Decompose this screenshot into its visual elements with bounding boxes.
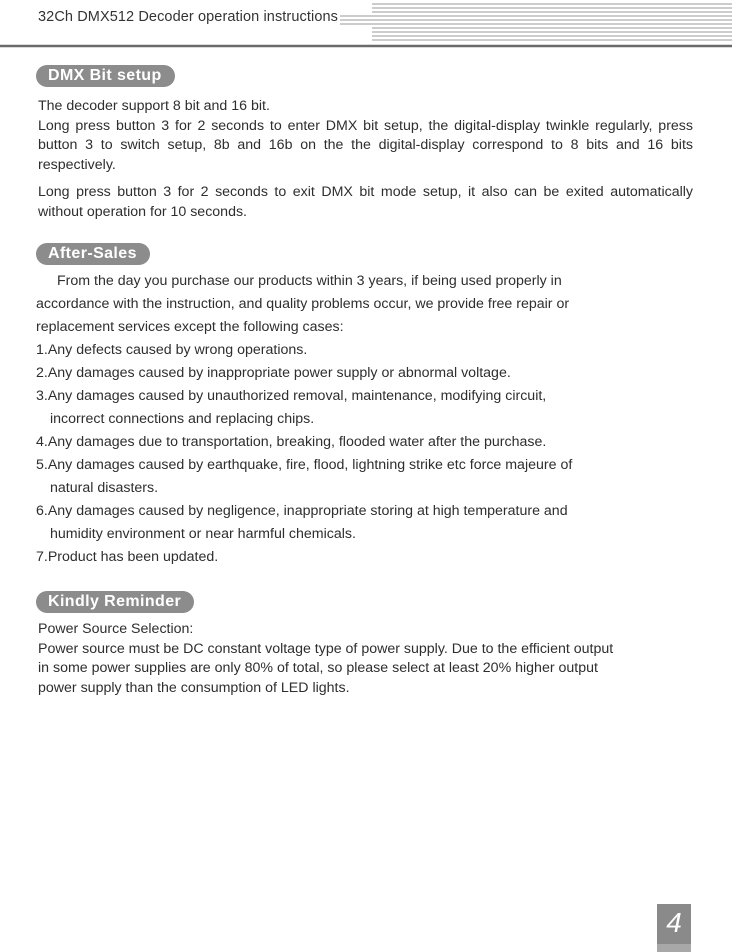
document-header-title: 32Ch DMX512 Decoder operation instructions xyxy=(38,9,338,25)
after-sales-intro-line-1: From the day you purchase our products within 3 years, if being used properly in xyxy=(57,273,562,289)
after-sales-item-4: 4.Any damages due to transportation, breaking, flooded water after the purchase. xyxy=(36,434,547,450)
after-sales-item-6: 6.Any damages caused by negligence, inappropriate storing at high temperature and xyxy=(36,503,568,519)
after-sales-intro-line-2: accordance with the instruction, and quality problems occur, we provide free repair or xyxy=(36,296,570,312)
header-rules xyxy=(0,0,732,50)
section-badge-kindly-reminder: Kindly Reminder xyxy=(36,591,194,613)
dmx-bit-setup-para-3: Long press button 3 for 2 seconds to exit DMX bit mode setup, it also can be exited automatically without operation for 10 seconds. xyxy=(38,184,693,220)
kindly-reminder-line-2: in some power supplies are only 80% of total, so please select at least 20% higher output xyxy=(38,660,598,676)
page-number xyxy=(657,904,691,952)
after-sales-item-6-cont: humidity environment or near harmful chemicals. xyxy=(50,526,356,542)
page-number-text: 4 xyxy=(666,907,682,938)
after-sales-item-1: 1.Any defects caused by wrong operations. xyxy=(36,342,308,358)
after-sales-intro-line-3: replacement services except the following cases: xyxy=(36,319,344,335)
dmx-bit-setup-para-2: Long press button 3 for 2 seconds to enter DMX bit setup, the digital-display twinkle regularly, press button 3 to switch setup, 8b and 16b on the the digital-display correspond to 8 bits and 16 bits respectively. xyxy=(38,117,693,173)
kindly-reminder-subtitle: Power Source Selection: xyxy=(38,621,194,637)
section-badge-after-sales: After-Sales xyxy=(36,243,150,265)
after-sales-item-3: 3.Any damages caused by unauthorized removal, maintenance, modifying circuit, xyxy=(36,388,547,404)
dmx-bit-setup-body xyxy=(38,97,693,222)
after-sales-item-7: 7.Product has been updated. xyxy=(36,549,219,565)
kindly-reminder-body xyxy=(38,620,693,698)
dmx-bit-setup-para-1: The decoder support 8 bit and 16 bit. xyxy=(38,98,270,114)
after-sales-item-3-cont: incorrect connections and replacing chips. xyxy=(50,411,315,427)
kindly-reminder-line-3: power supply than the consumption of LED lights. xyxy=(38,679,350,696)
section-badge-dmx-bit-setup: DMX Bit setup xyxy=(36,65,175,87)
after-sales-item-5-cont: natural disasters. xyxy=(50,480,159,496)
page-number-bar xyxy=(657,944,691,952)
after-sales-body xyxy=(36,270,696,569)
kindly-reminder-line-1: Power source must be DC constant voltage type of power supply. Due to the efficient output xyxy=(38,640,614,657)
after-sales-item-2: 2.Any damages caused by inappropriate power supply or abnormal voltage. xyxy=(36,365,511,381)
after-sales-item-5: 5.Any damages caused by earthquake, fire, flood, lightning strike etc force majeure of xyxy=(36,457,573,473)
